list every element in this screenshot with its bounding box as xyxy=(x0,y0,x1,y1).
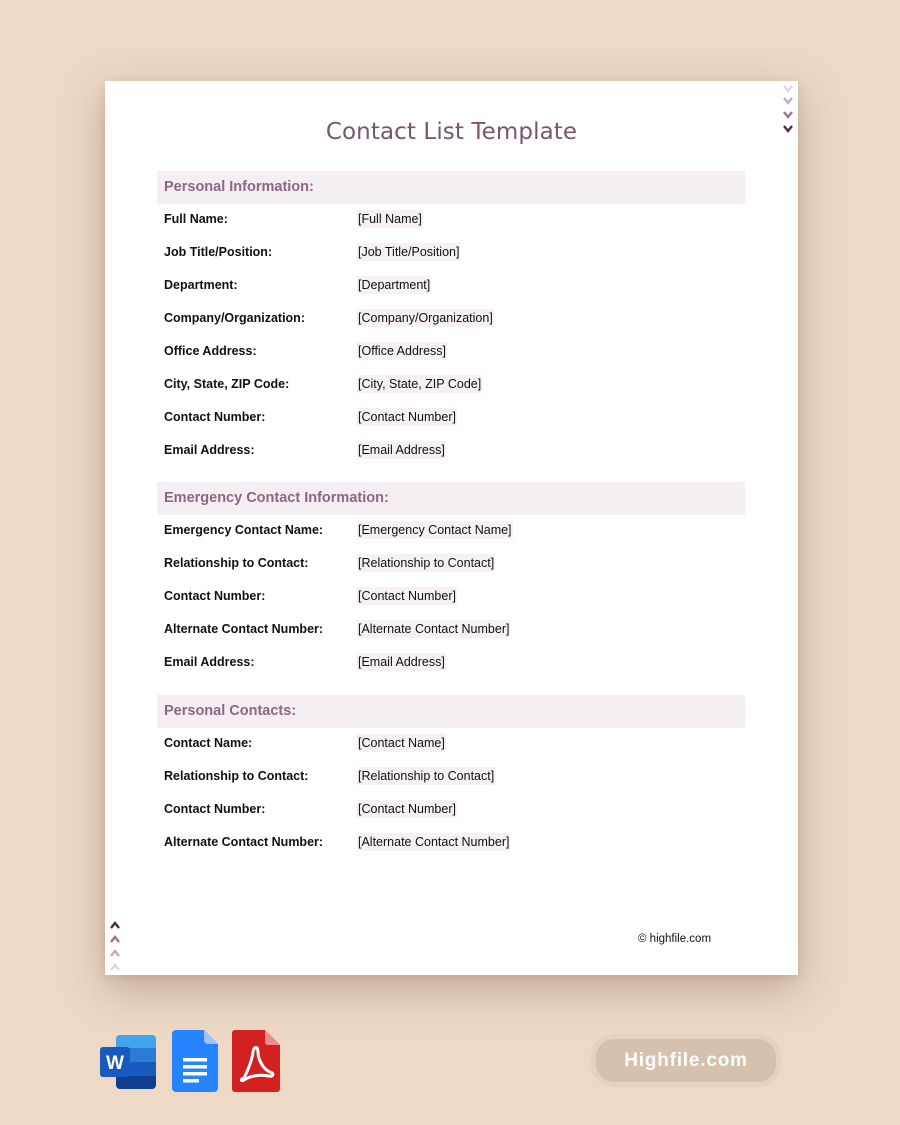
section-emergency-contact xyxy=(157,482,745,680)
field-label: Full Name: xyxy=(164,212,228,226)
form-row xyxy=(157,581,745,614)
field-value[interactable]: [Alternate Contact Number] xyxy=(358,622,510,636)
field-label: Email Address: xyxy=(164,443,255,457)
form-row xyxy=(157,614,745,647)
page-title: Contact List Template xyxy=(325,119,578,145)
form-row xyxy=(157,237,745,270)
field-label: Job Title/Position: xyxy=(164,245,273,259)
highfile-brand-button[interactable] xyxy=(591,1034,781,1087)
document-page xyxy=(105,81,798,975)
field-label: Company/Organization: xyxy=(164,311,305,325)
form-row xyxy=(157,435,745,468)
field-value[interactable]: [Relationship to Contact] xyxy=(358,769,495,783)
chevron-down-icon xyxy=(783,97,793,105)
google-docs-icon[interactable] xyxy=(172,1030,218,1097)
field-label: Relationship to Contact: xyxy=(164,556,309,570)
form-row xyxy=(157,647,745,680)
field-value[interactable]: [City, State, ZIP Code] xyxy=(358,377,482,391)
section-personal-information xyxy=(157,171,745,468)
field-label: Office Address: xyxy=(164,344,257,358)
field-value[interactable]: [Job Title/Position] xyxy=(358,245,460,259)
pdf-icon[interactable] xyxy=(232,1030,280,1097)
form-row xyxy=(157,204,745,237)
field-label: Emergency Contact Name: xyxy=(164,523,324,537)
field-value[interactable]: [Contact Name] xyxy=(358,736,445,750)
field-value[interactable]: [Contact Number] xyxy=(358,589,456,603)
brand-label: Highfile.com xyxy=(596,1039,776,1082)
field-value[interactable]: [Email Address] xyxy=(358,443,445,457)
chevron-down-icon xyxy=(783,85,793,93)
field-label: Relationship to Contact: xyxy=(164,769,309,783)
form-row xyxy=(157,336,745,369)
chevron-up-icon xyxy=(110,963,120,971)
form-row xyxy=(157,515,745,548)
copyright-footer: © highfile.com xyxy=(638,933,712,945)
section-heading: Emergency Contact Information: xyxy=(157,482,745,515)
svg-text:W: W xyxy=(106,1053,124,1074)
field-value[interactable]: [Contact Number] xyxy=(358,802,456,816)
form-row xyxy=(157,270,745,303)
field-label: Contact Number: xyxy=(164,802,266,816)
field-value[interactable]: [Full Name] xyxy=(358,212,422,226)
form-row xyxy=(157,761,745,794)
field-value[interactable]: [Alternate Contact Number] xyxy=(358,835,510,849)
field-label: Email Address: xyxy=(164,655,255,669)
section-heading: Personal Contacts: xyxy=(157,695,745,728)
form-row xyxy=(157,728,745,761)
word-icon[interactable] xyxy=(100,1033,158,1096)
field-label: Contact Name: xyxy=(164,736,253,750)
field-value[interactable]: [Company/Organization] xyxy=(358,311,493,325)
form-row xyxy=(157,402,745,435)
field-value[interactable]: [Office Address] xyxy=(358,344,447,358)
field-label: Contact Number: xyxy=(164,410,266,424)
section-heading: Personal Information: xyxy=(157,171,745,204)
field-value[interactable]: [Email Address] xyxy=(358,655,445,669)
chevron-up-icon xyxy=(110,935,120,943)
chevron-up-icon xyxy=(110,949,120,957)
field-value[interactable]: [Relationship to Contact] xyxy=(358,556,495,570)
form-row xyxy=(157,548,745,581)
chevron-up-icon xyxy=(110,921,120,929)
field-value[interactable]: [Department] xyxy=(358,278,431,292)
field-label: Alternate Contact Number: xyxy=(164,622,324,636)
form-row xyxy=(157,827,745,860)
form-row xyxy=(157,369,745,402)
form-row xyxy=(157,303,745,336)
section-personal-contacts xyxy=(157,695,745,860)
form-row xyxy=(157,794,745,827)
field-value[interactable]: [Contact Number] xyxy=(358,410,456,424)
field-label: Contact Number: xyxy=(164,589,266,603)
field-label: City, State, ZIP Code: xyxy=(164,377,290,391)
field-label: Alternate Contact Number: xyxy=(164,835,324,849)
chevron-down-icon xyxy=(783,111,793,119)
field-value[interactable]: [Emergency Contact Name] xyxy=(358,523,512,537)
field-label: Department: xyxy=(164,278,238,292)
